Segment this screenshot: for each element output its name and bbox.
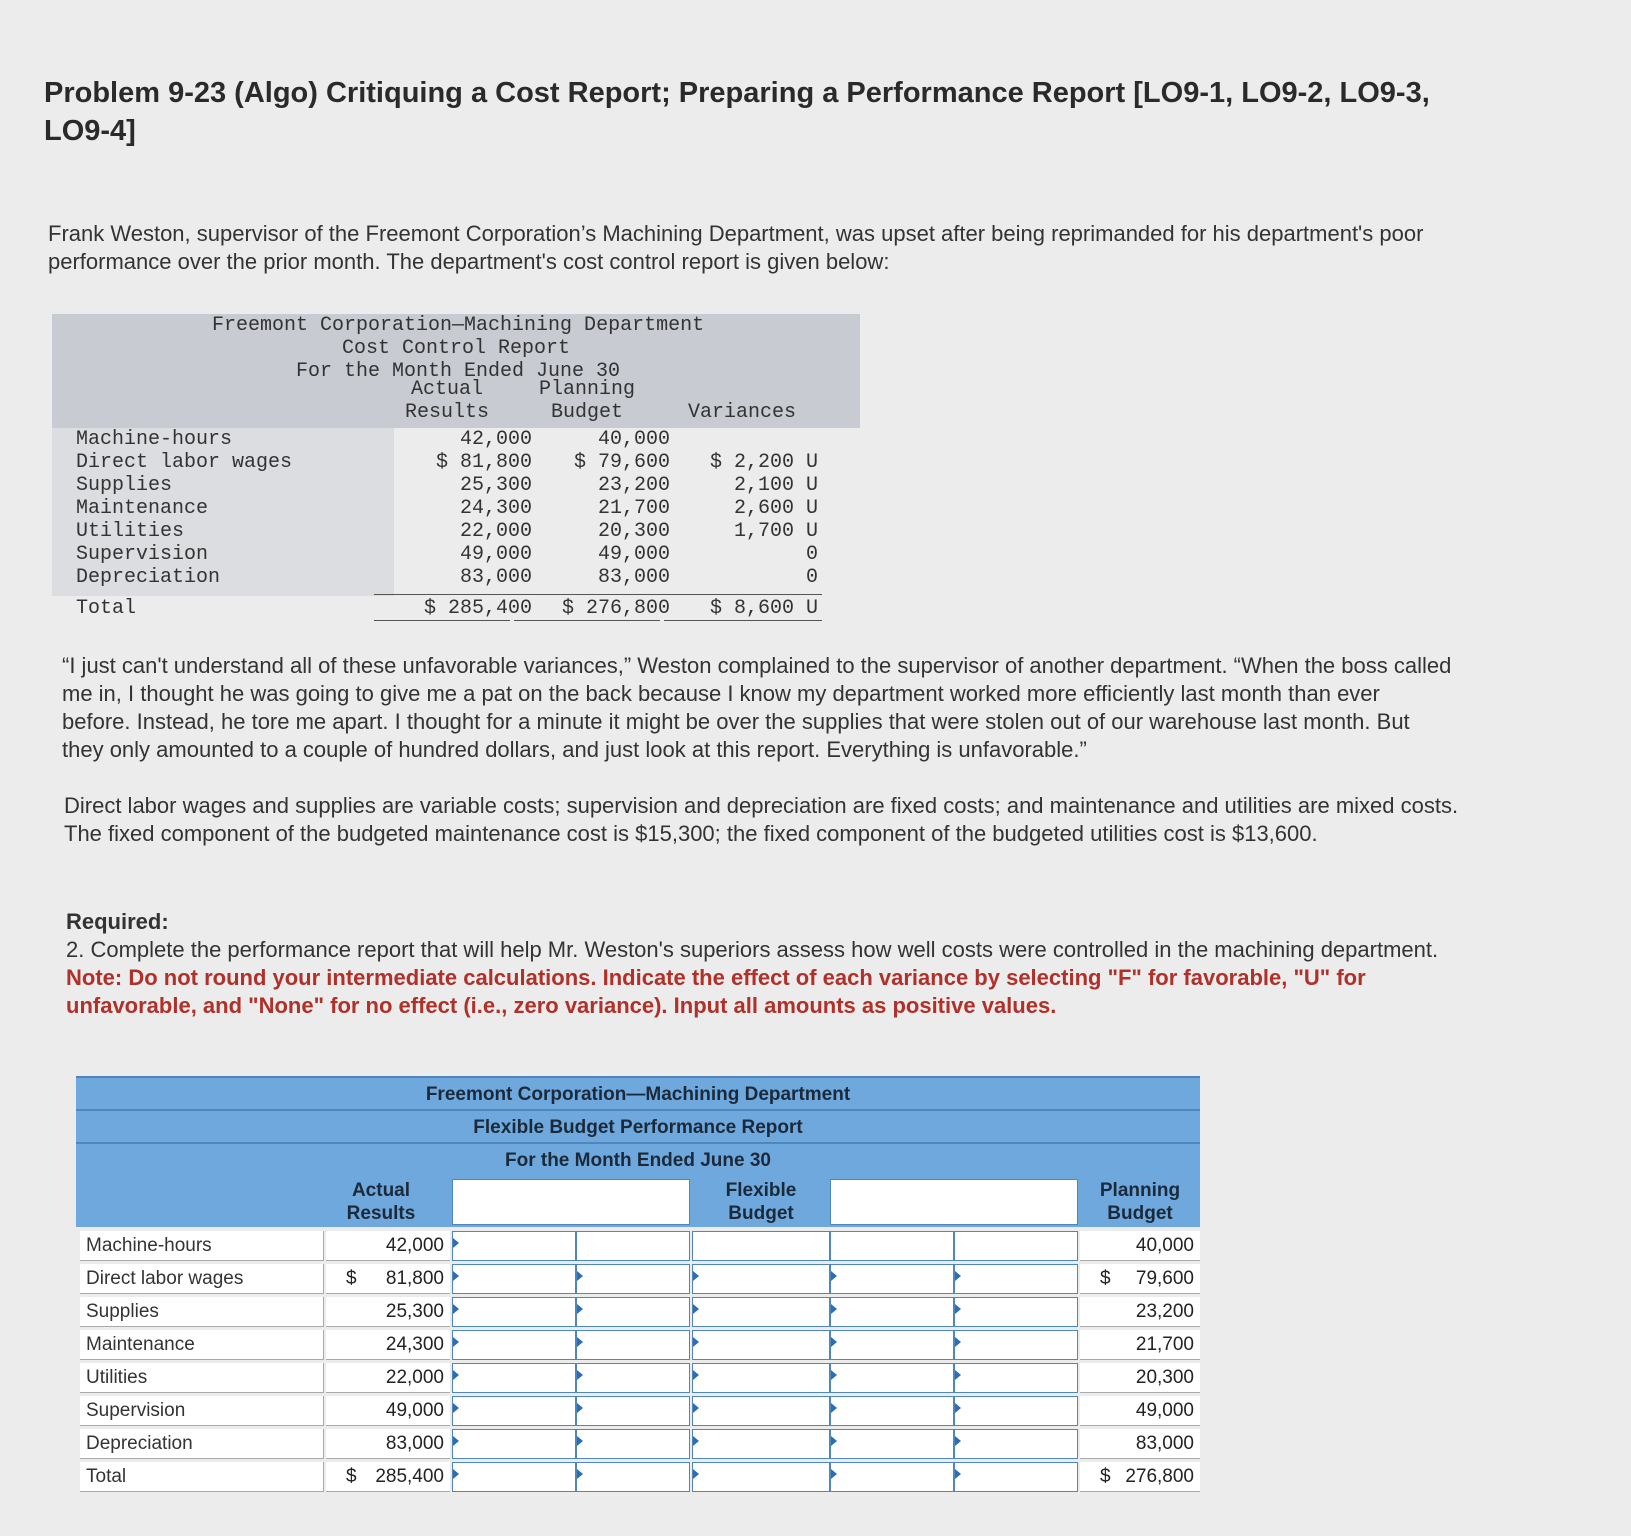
planning-value: $ 79,600 bbox=[1080, 1264, 1200, 1294]
answer-input[interactable] bbox=[576, 1396, 690, 1426]
problem-title: Problem 9-23 (Algo) Critiquing a Cost Report; Preparing a Performance Report [LO9-1, LO9-2, LO9-3, LO9-4] bbox=[44, 77, 1430, 147]
actual-value: $ 81,800 bbox=[326, 1264, 450, 1294]
planning-value: 21,700 bbox=[597, 497, 670, 520]
performance-report bbox=[76, 1076, 1200, 1496]
planning-value: 49,000 bbox=[597, 543, 670, 566]
note-text: Note: Do not round your intermediate calculations. Indicate the effect of each variance by selecting "F" for favorable, "U" for unfavorable, and "None" for no effect (i.e., zero variance). Input all amounts as positive values. bbox=[66, 965, 1366, 1018]
row-label: Depreciation bbox=[76, 566, 221, 589]
variance-value: 0 bbox=[805, 543, 818, 566]
row-label: Maintenance bbox=[76, 497, 209, 520]
actual-value: $ 285,400 bbox=[423, 597, 532, 620]
answer-input[interactable] bbox=[954, 1462, 1078, 1492]
report-row bbox=[52, 497, 860, 520]
report-row bbox=[52, 428, 860, 451]
actual-value: 25,300 bbox=[326, 1297, 450, 1327]
answer-input[interactable] bbox=[830, 1396, 954, 1426]
costs-text: Direct labor wages and supplies are variable costs; supervision and depreciation are fixed costs; and maintenance and utilities are mixed costs. The fixed component of the budgeted maintenance cost is $15,300; the fixed component of the budgeted utilities cost is $13,600. bbox=[64, 793, 1459, 846]
planning-value: 20,300 bbox=[1080, 1363, 1200, 1393]
actual-value: $ 81,800 bbox=[435, 451, 532, 474]
answer-input[interactable] bbox=[830, 1462, 954, 1492]
subtotal-rule bbox=[374, 594, 822, 595]
report-row bbox=[52, 474, 860, 497]
answer-input[interactable] bbox=[692, 1330, 830, 1360]
row-label: Supervision bbox=[76, 543, 209, 566]
actual-value: 24,300 bbox=[326, 1330, 450, 1360]
report-row bbox=[52, 566, 860, 589]
answer-input[interactable] bbox=[452, 1363, 576, 1393]
row-label: Maintenance bbox=[80, 1330, 324, 1360]
answer-input[interactable] bbox=[830, 1231, 954, 1261]
answer-input[interactable] bbox=[830, 1429, 954, 1459]
answer-input[interactable] bbox=[692, 1429, 830, 1459]
row-label: Total bbox=[80, 1462, 324, 1492]
planning-value: 20,300 bbox=[597, 520, 670, 543]
actual-value: 42,000 bbox=[326, 1231, 450, 1261]
planning-value: 83,000 bbox=[597, 566, 670, 589]
perf-period: For the Month Ended June 30 bbox=[76, 1142, 1200, 1177]
row-label: Supplies bbox=[76, 474, 173, 497]
actual-value: 22,000 bbox=[326, 1363, 450, 1393]
planning-value: $ 276,800 bbox=[561, 597, 670, 620]
planning-value: 49,000 bbox=[1080, 1396, 1200, 1426]
report-subtitle: Cost Control Report bbox=[342, 337, 571, 360]
row-label: Machine-hours bbox=[76, 428, 233, 451]
variance-value: 2,600 U bbox=[733, 497, 818, 520]
planning-value: 23,200 bbox=[1080, 1297, 1200, 1327]
answer-input[interactable] bbox=[692, 1231, 830, 1261]
answer-input[interactable] bbox=[830, 1330, 954, 1360]
row-label: Direct labor wages bbox=[80, 1264, 324, 1294]
planning-value: 83,000 bbox=[1080, 1429, 1200, 1459]
planning-value: 21,700 bbox=[1080, 1330, 1200, 1360]
answer-input[interactable] bbox=[830, 1363, 954, 1393]
row-label: Utilities bbox=[76, 520, 185, 543]
row-label: Supervision bbox=[80, 1396, 324, 1426]
answer-input[interactable] bbox=[830, 1297, 954, 1327]
answer-input[interactable] bbox=[576, 1330, 690, 1360]
total-rule-actual bbox=[374, 620, 510, 621]
cost-control-report bbox=[52, 314, 860, 626]
col-actual-results: Actual Results bbox=[404, 378, 489, 424]
answer-input[interactable] bbox=[692, 1396, 830, 1426]
header-input-1[interactable] bbox=[452, 1179, 690, 1225]
answer-input[interactable] bbox=[452, 1264, 576, 1294]
answer-input[interactable] bbox=[954, 1264, 1078, 1294]
row-label: Depreciation bbox=[80, 1429, 324, 1459]
col-planning-budget: Planning Budget bbox=[538, 378, 635, 424]
answer-input[interactable] bbox=[692, 1462, 830, 1492]
actual-value: 83,000 bbox=[459, 566, 532, 589]
answer-input[interactable] bbox=[692, 1297, 830, 1327]
row-label: Supplies bbox=[80, 1297, 324, 1327]
row-label: Direct labor wages bbox=[76, 451, 293, 474]
answer-input[interactable] bbox=[954, 1297, 1078, 1327]
required-block bbox=[66, 908, 1446, 1020]
col-flexible-budget: Flexible Budget bbox=[696, 1177, 826, 1227]
quote-text: “I just can't understand all of these unfavorable variances,” Weston complained to the supervisor of another department. “When the boss called me in, I thought he was going to give me a pat on the back because I know my department worked more efficiently last month than ever before. Instead, he tore me apart. I thought for a minute it might be over the supplies that were stolen out of our warehouse last month. But they only amounted to a couple of hundred dollars, and just look at this report. Everything is unfavorable.” bbox=[62, 653, 1452, 762]
row-label: Utilities bbox=[80, 1363, 324, 1393]
report-row bbox=[52, 543, 860, 566]
required-label: Required: bbox=[66, 909, 169, 934]
planning-value: 40,000 bbox=[1080, 1231, 1200, 1261]
report-row bbox=[52, 520, 860, 543]
perf-title: Freemont Corporation—Machining Department bbox=[76, 1076, 1200, 1111]
answer-input[interactable] bbox=[954, 1231, 1078, 1261]
required-text: 2. Complete the performance report that will help Mr. Weston's superiors assess how well costs were controlled in the machining department. bbox=[66, 937, 1439, 962]
actual-value: 49,000 bbox=[459, 543, 532, 566]
currency-sign: $ bbox=[346, 1268, 357, 1289]
answer-input[interactable] bbox=[954, 1396, 1078, 1426]
variance-value: 1,700 U bbox=[733, 520, 818, 543]
col-actual-results: Actual Results bbox=[326, 1177, 436, 1227]
actual-value: 24,300 bbox=[459, 497, 532, 520]
planning-value: $ 276,800 bbox=[1080, 1462, 1200, 1492]
answer-input[interactable] bbox=[452, 1297, 576, 1327]
answer-input[interactable] bbox=[954, 1363, 1078, 1393]
answer-input[interactable] bbox=[692, 1363, 830, 1393]
row-label: Machine-hours bbox=[80, 1231, 324, 1261]
variance-value: $ 8,600 U bbox=[709, 597, 818, 620]
answer-input[interactable] bbox=[452, 1462, 576, 1492]
answer-input[interactable] bbox=[830, 1264, 954, 1294]
actual-value: 83,000 bbox=[326, 1429, 450, 1459]
answer-input[interactable] bbox=[576, 1231, 690, 1261]
variance-value: $ 2,200 U bbox=[709, 451, 818, 474]
currency-sign: $ bbox=[346, 1466, 357, 1487]
report-title: Freemont Corporation—Machining Department bbox=[212, 314, 705, 337]
answer-input[interactable] bbox=[452, 1231, 576, 1261]
intro-text: Frank Weston, supervisor of the Freemont Corporation’s Machining Department, was upset after being reprimanded for his department's poor performance over the prior month. The department's cost control report is given below: bbox=[48, 221, 1424, 274]
actual-value: 25,300 bbox=[459, 474, 532, 497]
answer-input[interactable] bbox=[576, 1429, 690, 1459]
planning-value: $ 79,600 bbox=[573, 451, 670, 474]
answer-input[interactable] bbox=[452, 1330, 576, 1360]
report-row bbox=[52, 451, 860, 474]
header-input-2[interactable] bbox=[830, 1179, 1078, 1225]
answer-input[interactable] bbox=[452, 1429, 576, 1459]
answer-input[interactable] bbox=[954, 1330, 1078, 1360]
total-rule-variance bbox=[664, 620, 822, 621]
answer-input[interactable] bbox=[576, 1264, 690, 1294]
answer-input[interactable] bbox=[576, 1297, 690, 1327]
answer-input[interactable] bbox=[576, 1462, 690, 1492]
answer-input[interactable] bbox=[954, 1429, 1078, 1459]
currency-sign: $ bbox=[1100, 1466, 1111, 1487]
col-planning-budget: Planning Budget bbox=[1080, 1177, 1200, 1227]
total-rule-planning bbox=[514, 620, 660, 621]
variance-value: 2,100 U bbox=[733, 474, 818, 497]
col-variances: Variances bbox=[687, 401, 797, 424]
report-period: For the Month Ended June 30 bbox=[296, 360, 621, 383]
actual-value: $ 285,400 bbox=[326, 1462, 450, 1492]
planning-value: 40,000 bbox=[597, 428, 670, 451]
answer-input[interactable] bbox=[692, 1264, 830, 1294]
currency-sign: $ bbox=[1100, 1268, 1111, 1289]
actual-value: 49,000 bbox=[326, 1396, 450, 1426]
perf-subtitle: Flexible Budget Performance Report bbox=[76, 1109, 1200, 1144]
row-label: Total bbox=[76, 597, 137, 620]
variance-value: 0 bbox=[805, 566, 818, 589]
actual-value: 22,000 bbox=[459, 520, 532, 543]
answer-input[interactable] bbox=[452, 1396, 576, 1426]
report-row bbox=[52, 597, 860, 620]
answer-input[interactable] bbox=[576, 1363, 690, 1393]
planning-value: 23,200 bbox=[597, 474, 670, 497]
actual-value: 42,000 bbox=[459, 428, 532, 451]
